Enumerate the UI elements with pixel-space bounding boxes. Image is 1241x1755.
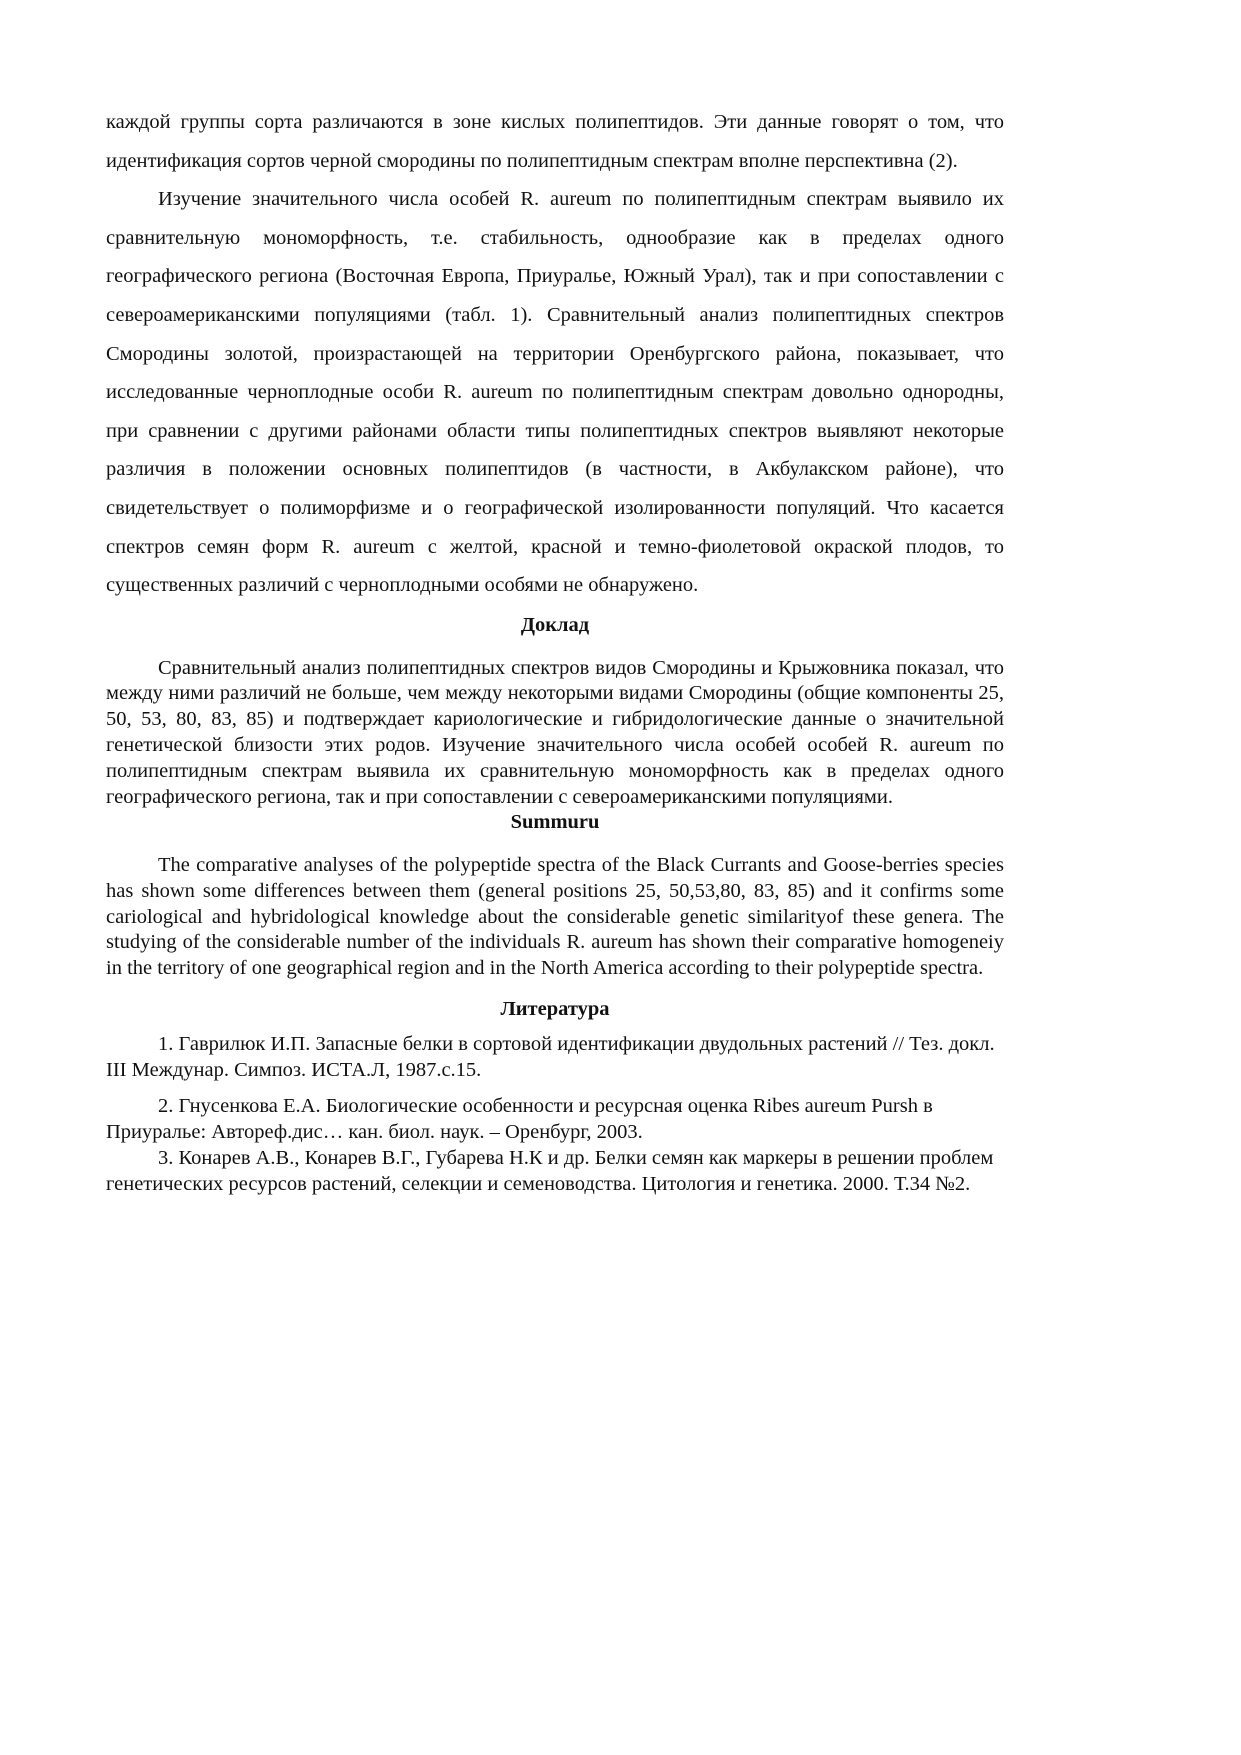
report-paragraph: Сравнительный анализ полипептидных спектров видов Смородины и Крыжовника показал, что между ними различий не больше, чем между некоторыми видами Смородины (общие компоненты 25, 50, 53, 80, 83, 85) и подтверждает кариологические и гибридологические данные о значительной генетической близости этих родов. Изучение значительного числа особей особей R. aureum по полипептидным спектрам выявила их сравнительную мономорфность как в пределах одного географического региона, так и при сопоставлении с североамериканскими популяциями. [106, 656, 1004, 808]
report-section [106, 613, 1004, 811]
document-page [106, 103, 1004, 1198]
report-heading: Доклад [520, 613, 590, 636]
summary-section [106, 810, 1004, 982]
summary-paragraph: The comparative analyses of the polypeptide spectra of the Black Currants and Goose-berries species has shown some differences between them (general positions 25, 50,53,80, 83, 85) and it confirms some cariological and hybridological knowledge about the considerable genetic similarityof these genera. The studying of the considerable number of the individuals R. aureum has shown their comparative homogeneiy in the territory of one geographical region and in the North America according to their polypeptide spectra. [106, 854, 1004, 980]
references-heading: Литература [500, 998, 610, 1021]
body-paragraph-continued: каждой группы сорта различаются в зоне кислых полипептидов. Эти данные говорят о том, что идентификация сортов черной смородины по полипептидным спектрам вполне перспективна (2). [106, 111, 1004, 172]
reference-item: 1. Гаврилюк И.П. Запасные белки в сортовой идентификации двудольных растений // Тез. докл. III Междунар. Симпоз. ИСТА.Л, 1987.с.15. [106, 1032, 995, 1081]
main-body [106, 103, 1004, 605]
summary-heading: Summuru [510, 811, 600, 834]
body-paragraph-r-aureum-study: Изучение значительного числа особей R. aureum по полипептидным спектрам выявило их сравнительную мономорфность, т.е. стабильность, однообразие как в пределах одного географического региона (Восточная Европа, Приуралье, Южный Урал), так и при сопоставлении с североамериканскими популяциями (табл. 1). Сравнительный анализ полипептидных спектров Смородины золотой, произрастающей на территории Оренбургского района, показывает, что исследованные черноплодные особи R. aureum по полипептидным спектрам довольно однородны, при сравнении с другими районами области типы полипептидных спектров выявляют некоторые различия в положении основных полипептидов (в частности, в Акбулакском районе), что свидетельствует о полиморфизме и о географической изолированности популяций. Что касается спектров семян форм R. aureum с желтой, красной и темно-фиолетовой окраской плодов, то существенных различий с черноплодными особями не обнаружено. [106, 188, 1004, 597]
reference-item: 3. Конарев А.В., Конарев В.Г., Губарева Н.К и др. Белки семян как маркеры в решении проблем генетических ресурсов растений, селекции и семеноводства. Цитология и генетика. 2000. Т.34 №2. [106, 1147, 994, 1195]
reference-item: 2. Гнусенкова Е.А. Биологические особенности и ресурсная оценка Ribes aureum Pursh в Приуралье: Автореф.дис… кан. биол. наук. – Оренбург, 2003. [106, 1095, 933, 1144]
references-section [106, 997, 1004, 1198]
